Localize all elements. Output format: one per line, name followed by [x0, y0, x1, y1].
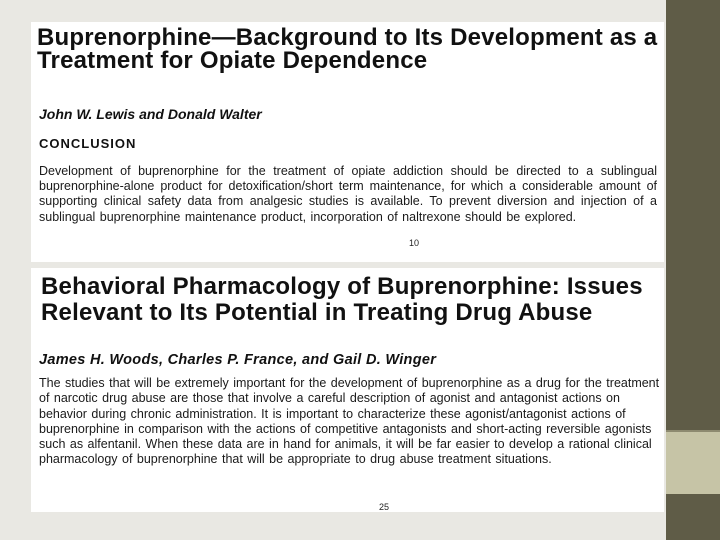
excerpt-2-page-number: 25: [379, 502, 390, 512]
excerpt-1-page-number: 10: [409, 238, 420, 248]
excerpt-2-authors: James H. Woods, Charles P. France, and Gail D. Winger: [39, 352, 437, 368]
excerpt-2-title: Behavioral Pharmacology of Buprenorphine: Issues Relevant to Its Potential in Treating Drug Abuse: [41, 273, 643, 326]
excerpt-1-body: Development of buprenorphine for the treatment of opiate addiction should be directed to a sublingual buprenorphine-alone product for detoxification/short term maintenance, for which a considerable amount of supporting clinical safety data from analgesic studies is available. To prevent diversion and injection of a sublingual buprenorphine maintenance product, incorporation of naltrexone should be explored.: [39, 164, 657, 224]
excerpt-panel-woods: [31, 268, 664, 512]
excerpt-panel-lewis: [31, 22, 664, 262]
excerpt-1-title: Buprenorphine—Background to Its Development as a Treatment for Opiate Dependence: [37, 24, 658, 74]
excerpt-1-section-heading: CONCLUSION: [39, 136, 137, 151]
excerpt-1-authors: John W. Lewis and Donald Walter: [39, 106, 262, 122]
accent-block: [666, 432, 720, 494]
excerpt-2-body: The studies that will be extremely important for the development of buprenorphine as a drug for the treatment of narcotic drug abuse are those that involve a careful description of agonist and antagonist actions on behavior during chronic administration. It is important to characterize these agonist/antagonist actions of buprenorphine in comparison with the actions of competitive antagonists and short-acting reversible agonists such as alfentanil. When these data are in hand for animals, it will be far easier to develop a rational clinical pharmacology of buprenorphine that will be appropriate to drug abuse treatment situations.: [39, 376, 660, 467]
